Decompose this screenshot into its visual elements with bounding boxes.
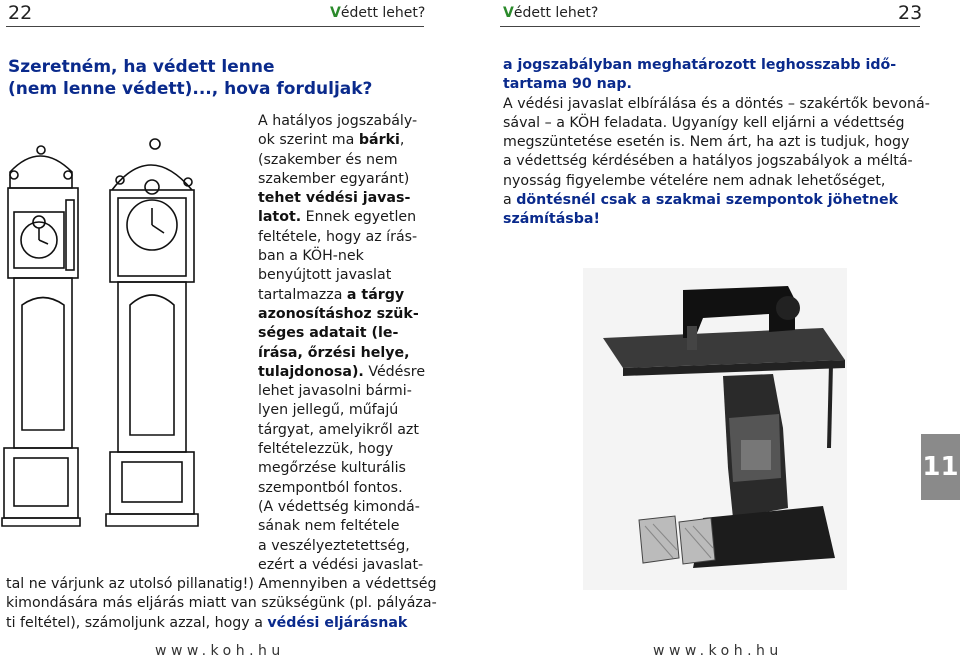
- text-segment: tal ne várjunk az utolsó pillanatig!) Amennyiben a védettség: [6, 576, 437, 592]
- text-line: [258, 151, 425, 170]
- section-heading: [8, 56, 372, 100]
- text-segment: (szakember és nem: [258, 151, 398, 168]
- text-line: [258, 189, 425, 208]
- text-segment: lyen jellegű, műfajú: [258, 402, 399, 419]
- text-segment: sával – a KÖH feladata. Ugyanígy kell eljárni a védettség: [503, 114, 905, 131]
- text-segment: lehet javasolni bármi-: [258, 383, 412, 400]
- text-segment: Védésre: [363, 363, 426, 380]
- text-line: [258, 170, 425, 189]
- text-line: [258, 266, 425, 285]
- grandfather-clocks-illustration: [0, 130, 200, 540]
- text-segment: nyosság figyelembe vételére nem adnak lehetőséget,: [503, 172, 886, 189]
- text-line: [503, 114, 930, 133]
- chapter-tab: 11: [921, 434, 960, 500]
- emphasized-text: séges adatait (le-: [258, 325, 399, 342]
- text-line: [258, 440, 425, 459]
- text-segment: kimondására más eljárás miatt van szükségünk (pl. pályáza-: [6, 595, 437, 612]
- footer-url-right[interactable]: www.koh.hu: [653, 643, 783, 659]
- text-line: [258, 247, 425, 266]
- text-line: [258, 363, 425, 382]
- text-line: [6, 575, 437, 594]
- emphasized-text: a tárgy: [346, 286, 405, 303]
- text-line: [6, 614, 437, 633]
- text-segment: ,: [399, 132, 405, 149]
- text-line: [258, 382, 425, 401]
- text-line: [258, 305, 425, 324]
- text-segment: benyújtott javaslat: [258, 267, 392, 284]
- heading-line-1: Szeretném, ha védett lenne: [8, 57, 275, 77]
- text-segment: A hatályos jogszabály-: [258, 113, 418, 129]
- text-line: [258, 401, 425, 420]
- text-segment: ti feltétel), számoljunk azzal, hogy a: [6, 614, 268, 631]
- text-line: [503, 172, 930, 191]
- text-segment: ezért a védési javaslat-: [258, 556, 424, 573]
- running-title-initial: V: [503, 5, 514, 21]
- text-segment: Ennek egyetlen: [301, 209, 417, 226]
- right-column-text: [503, 56, 930, 230]
- text-line: [258, 324, 425, 343]
- text-segment: sának nem feltétele: [258, 518, 400, 535]
- emphasized-text: a jogszabályban meghatározott leghosszabb idő-: [503, 57, 897, 73]
- text-segment: feltétele, hogy az írás-: [258, 228, 418, 245]
- text-line: [258, 228, 425, 247]
- text-segment: a: [503, 192, 517, 209]
- emphasized-text: tartama 90 nap.: [503, 76, 632, 93]
- emphasized-text: azonosításhoz szük-: [258, 305, 419, 322]
- text-segment: szakember egyaránt): [258, 170, 410, 187]
- header-rule-left: [6, 26, 424, 27]
- text-segment: A védési javaslat elbírálása és a döntés – szakértők bevoná-: [503, 95, 930, 112]
- running-title-right: [503, 5, 598, 21]
- emphasized-text: védési eljárásnak: [267, 614, 408, 631]
- text-segment: tárgyat, amelyikről azt: [258, 421, 419, 438]
- text-line: [503, 152, 930, 171]
- text-segment: tartalmazza: [258, 286, 347, 303]
- page-number-left: 22: [8, 2, 33, 24]
- heading-line-2: (nem lenne védett)..., hova forduljak?: [8, 79, 373, 99]
- sewing-machine-photo: [583, 268, 847, 590]
- running-title-initial: V: [330, 5, 341, 21]
- text-line: [503, 56, 930, 75]
- text-line: [258, 556, 425, 575]
- emphasized-text: latot.: [258, 209, 302, 226]
- left-column-text: [258, 112, 425, 575]
- text-line: [258, 498, 425, 517]
- emphasized-text: írása, őrzési helye,: [258, 344, 410, 361]
- text-segment: a védettség kérdésében a hatályos jogszabályok a méltá-: [503, 153, 913, 170]
- text-line: [258, 286, 425, 305]
- text-line: [258, 208, 425, 227]
- footer-url-left[interactable]: www.koh.hu: [155, 643, 285, 659]
- text-line: [258, 537, 425, 556]
- text-line: [258, 421, 425, 440]
- text-segment: megszüntetése esetén is. Nem árt, ha azt is tudjuk, hogy: [503, 134, 910, 151]
- text-line: [503, 191, 930, 210]
- running-title-left: [330, 5, 425, 21]
- text-segment: (A védettség kimondá-: [258, 498, 420, 515]
- text-segment: ok szerint ma: [258, 132, 359, 149]
- text-line: [258, 131, 425, 150]
- text-segment: megőrzése kulturális: [258, 460, 406, 477]
- text-segment: a veszélyeztetettség,: [258, 537, 410, 554]
- text-line: [503, 133, 930, 152]
- text-segment: ban a KÖH-nek: [258, 248, 364, 265]
- text-line: [6, 594, 437, 613]
- emphasized-text: számításba!: [503, 211, 600, 228]
- text-line: [258, 344, 425, 363]
- emphasized-text: tulajdonosa).: [258, 363, 364, 380]
- left-full-width-text: [6, 575, 437, 633]
- text-segment: szempontból fontos.: [258, 479, 403, 496]
- text-line: [258, 479, 425, 498]
- emphasized-text: tehet védési javas-: [258, 190, 411, 207]
- emphasized-text: bárki: [358, 132, 400, 149]
- text-segment: feltételezzük, hogy: [258, 441, 394, 458]
- running-title-text: édett lehet?: [513, 5, 599, 21]
- text-line: [258, 112, 425, 131]
- text-line: [258, 459, 425, 478]
- emphasized-text: döntésnél csak a szakmai szempontok jöhetnek: [516, 192, 899, 209]
- header-rule-right: [500, 26, 920, 27]
- text-line: [258, 517, 425, 536]
- text-line: [503, 75, 930, 94]
- page-number-right: 23: [898, 2, 923, 24]
- text-line: [503, 210, 930, 229]
- text-line: [503, 95, 930, 114]
- running-title-text: édett lehet?: [340, 5, 426, 21]
